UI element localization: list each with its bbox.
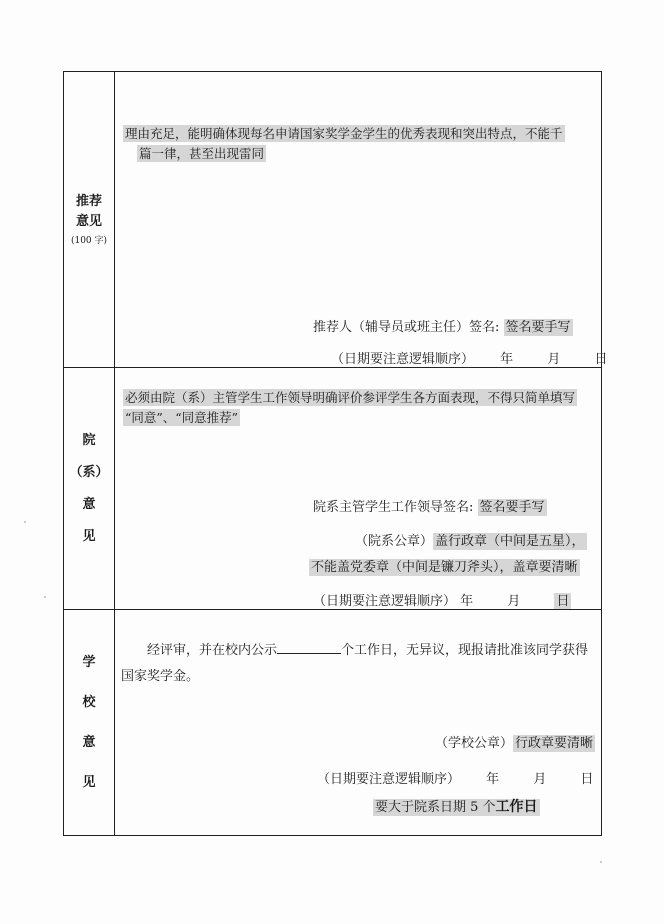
department-label-char4: 见	[82, 528, 96, 544]
school-seal-line	[435, 732, 595, 751]
school-date-note	[373, 796, 540, 816]
department-instruction-line2: “同意”、“同意推荐”	[125, 410, 239, 425]
recommend-row	[64, 72, 608, 367]
school-month: 月	[533, 772, 547, 787]
school-date-hint: （日期要注意逻辑顺序）	[317, 772, 461, 787]
scan-speck	[44, 596, 46, 598]
school-day: 日	[580, 772, 594, 787]
recommend-word-limit: (100 字)	[70, 235, 108, 246]
department-date-line	[313, 590, 571, 609]
school-year: 年	[486, 772, 500, 787]
department-month: 月	[507, 594, 521, 609]
department-date-hint: （日期要注意逻辑顺序）	[313, 594, 457, 609]
school-seal-hint: 行政章要清晰	[515, 736, 594, 751]
department-instruction-line1: 必须由院（系）主管学生工作领导明确评价参评学生各方面表现，不得只简单填写	[125, 390, 576, 405]
department-label-char2: （系）	[69, 464, 109, 480]
department-row	[64, 367, 601, 609]
recommend-month: 月	[547, 352, 561, 367]
department-instruction	[123, 388, 595, 428]
recommend-date-hint: （日期要注意逻辑顺序）	[331, 352, 475, 367]
scan-speck	[600, 861, 602, 863]
department-signer-line	[313, 496, 547, 515]
publicity-days-blank[interactable]	[277, 641, 341, 654]
department-day: 日	[556, 594, 570, 609]
recommend-signer-label: 推荐人（辅导员或班主任）签名:	[313, 320, 500, 335]
scan-speck	[24, 521, 26, 523]
school-approval-text2: 国家奖学金。	[121, 669, 200, 684]
department-seal-hint2: 不能盖党委章（中间是镰刀斧头），盖章要清晰	[311, 560, 578, 575]
department-year: 年	[460, 594, 474, 609]
school-approval-line1	[147, 640, 588, 662]
recommend-instruction-line2: 篇一律，甚至出现雷同	[139, 146, 265, 161]
school-content-cell[interactable]	[115, 610, 601, 835]
department-seal-line	[355, 530, 587, 549]
department-seal-line2	[309, 556, 580, 575]
recommend-date-line	[331, 348, 607, 367]
school-approval-line2	[121, 666, 199, 688]
school-label-char1: 学	[82, 654, 96, 670]
department-content-cell[interactable]	[115, 368, 601, 609]
department-signer-label: 院系主管学生工作领导签名:	[313, 500, 474, 515]
school-row	[64, 609, 601, 835]
recommend-instruction-line1: 理由充足，能明确体现每名申请国家奖学金学生的优秀表现和突出特点，不能千	[125, 126, 563, 141]
school-date-note-big: 工作日	[495, 799, 538, 815]
opinion-table	[63, 71, 608, 836]
department-label-char3: 意	[82, 496, 96, 512]
school-date-note-pre: 要大于院系日期 5 个	[375, 800, 496, 815]
recommend-signer-hint: 签名要手写	[505, 320, 571, 335]
school-date-line	[317, 768, 593, 787]
recommend-instruction	[123, 124, 595, 164]
department-seal-label: （院系公章）	[355, 534, 434, 549]
school-approval-post: 个工作日，无异议，现报请批准该同学获得	[341, 643, 589, 658]
recommend-label-cell	[64, 72, 115, 367]
school-label-char4: 见	[82, 774, 96, 790]
recommend-year: 年	[500, 352, 514, 367]
department-label-char1: 院	[82, 432, 96, 448]
recommend-label-line2: 意见	[75, 213, 102, 229]
school-label-cell	[64, 610, 115, 835]
school-seal-label: （学校公章）	[435, 736, 514, 751]
recommend-signer-line	[313, 316, 573, 335]
school-approval-pre: 经评审，并在校内公示	[147, 643, 278, 658]
recommend-content-cell[interactable]	[115, 72, 608, 367]
recommend-label-line1: 推荐	[75, 193, 102, 209]
school-date-note-text	[373, 799, 540, 816]
school-label-char3: 意	[82, 734, 96, 750]
department-label-cell	[64, 368, 115, 609]
department-seal-hint1: 盖行政章（中间是五星），	[435, 534, 585, 549]
recommend-day: 日	[594, 352, 608, 367]
school-label-char2: 校	[82, 694, 96, 710]
department-signer-hint: 签名要手写	[479, 500, 545, 515]
